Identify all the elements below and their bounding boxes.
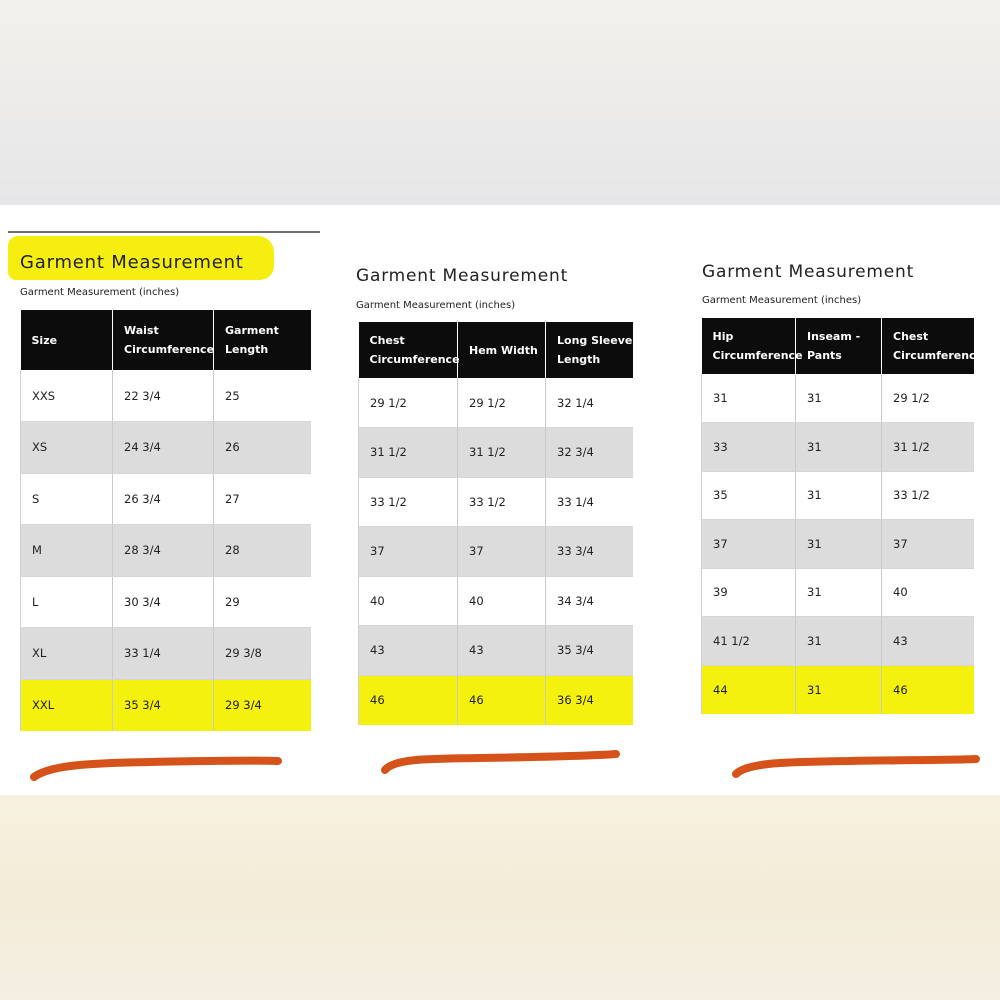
column-header: Garment Length [214, 310, 311, 370]
table-cell: 33 1/2 [458, 477, 546, 527]
table-row [702, 568, 974, 617]
table-row [21, 628, 311, 680]
table-cell: 37 [458, 527, 546, 577]
table-cell: XXS [21, 370, 113, 422]
column-header: Inseam - Pants [796, 318, 882, 374]
table-cell: 33 3/4 [546, 527, 633, 577]
table-cell: 43 [882, 617, 974, 666]
panel-subtitle: Garment Measurement (inches) [356, 300, 516, 311]
table-cell: 33 1/4 [113, 628, 214, 680]
table-cell: 32 1/4 [546, 378, 633, 428]
table-cell: 46 [882, 665, 974, 714]
table-cell: 33 [702, 423, 796, 472]
measurement-table [358, 322, 633, 725]
table-cell: 26 [214, 422, 311, 474]
panel-title: Garment Measurement [356, 266, 569, 286]
table-cell: 31 [796, 471, 882, 520]
table-cell: 24 3/4 [113, 422, 214, 474]
table-cell: 27 [214, 473, 311, 525]
table-cell: 35 [702, 471, 796, 520]
table-cell: XXL [21, 679, 113, 731]
table-cell: 40 [882, 568, 974, 617]
table-cell: 31 1/2 [359, 428, 458, 478]
table-cell: 44 [702, 665, 796, 714]
highlighted-table-row [702, 665, 974, 714]
panel-title: Garment Measurement [20, 252, 244, 273]
table-cell: 36 3/4 [546, 675, 633, 725]
panel-subtitle: Garment Measurement (inches) [702, 295, 862, 306]
table-cell: 31 1/2 [458, 428, 546, 478]
table-cell: 43 [359, 626, 458, 676]
table-row [21, 473, 311, 525]
column-header: Hip Circumference [702, 318, 796, 374]
table-row [702, 374, 974, 423]
table-cell: 34 3/4 [546, 576, 633, 626]
table-cell: XS [21, 422, 113, 474]
table-cell: 32 3/4 [546, 428, 633, 478]
table-row [21, 370, 311, 422]
measurement-table [20, 310, 311, 731]
table-cell: 31 [796, 374, 882, 423]
highlighted-table-row [21, 679, 311, 731]
measurement-table [701, 318, 984, 714]
table-cell: 37 [359, 527, 458, 577]
table-cell: 33 1/2 [882, 471, 974, 520]
table-cell: 25 [214, 370, 311, 422]
table-cell: 28 [214, 525, 311, 577]
table-row [359, 428, 633, 478]
table-cell: 29 3/8 [214, 628, 311, 680]
blurred-background-top [0, 0, 1000, 205]
table-cell: 31 [702, 374, 796, 423]
table-cell: 46 [458, 675, 546, 725]
blurred-background-bottom [0, 795, 1000, 1000]
table-cell: 31 [796, 423, 882, 472]
table-cell: 29 [214, 576, 311, 628]
table-cell: 33 1/4 [546, 477, 633, 527]
table-cell: 33 1/2 [359, 477, 458, 527]
table-cell: 35 3/4 [546, 626, 633, 676]
table-cell: 31 [796, 568, 882, 617]
table-cell: 37 [882, 520, 974, 569]
table-cell: 29 1/2 [359, 378, 458, 428]
table-row [359, 378, 633, 428]
table-cell: 30 3/4 [113, 576, 214, 628]
table-row [359, 576, 633, 626]
table-cell: L [21, 576, 113, 628]
column-header: Hem Width [458, 322, 546, 378]
table-row [359, 626, 633, 676]
table-cell: 22 3/4 [113, 370, 214, 422]
table-cell: 29 3/4 [214, 679, 311, 731]
table-cell: 39 [702, 568, 796, 617]
table-cell: S [21, 473, 113, 525]
table-cell: 29 1/2 [458, 378, 546, 428]
table-cell: 46 [359, 675, 458, 725]
table-row [359, 477, 633, 527]
table-row [359, 527, 633, 577]
table-cell: 37 [702, 520, 796, 569]
panel-subtitle: Garment Measurement (inches) [20, 287, 180, 298]
table-cell: 40 [359, 576, 458, 626]
column-header: Size [21, 310, 113, 370]
column-header: Long Sleeve Length [546, 322, 633, 378]
table-row [702, 471, 974, 520]
table-row [21, 525, 311, 577]
table-cell: 31 [796, 665, 882, 714]
table-cell: M [21, 525, 113, 577]
column-header: Chest Circumference [882, 318, 974, 374]
panel-title: Garment Measurement [702, 262, 915, 282]
table-cell: 35 3/4 [113, 679, 214, 731]
table-cell: 40 [458, 576, 546, 626]
column-header: Chest Circumference [359, 322, 458, 378]
table-cell: 26 3/4 [113, 473, 214, 525]
table-cell: 41 1/2 [702, 617, 796, 666]
table-row [21, 576, 311, 628]
table-cell: 28 3/4 [113, 525, 214, 577]
table-cell: 43 [458, 626, 546, 676]
table-cell: XL [21, 628, 113, 680]
table-row [21, 422, 311, 474]
table-row [702, 617, 974, 666]
table-row [702, 423, 974, 472]
table-row [702, 520, 974, 569]
table-cell: 31 1/2 [882, 423, 974, 472]
table-cell: 31 [796, 520, 882, 569]
column-header: Waist Circumference [113, 310, 214, 370]
table-cell: 29 1/2 [882, 374, 974, 423]
table-cell: 31 [796, 617, 882, 666]
divider-line [8, 231, 320, 233]
highlighted-table-row [359, 675, 633, 725]
